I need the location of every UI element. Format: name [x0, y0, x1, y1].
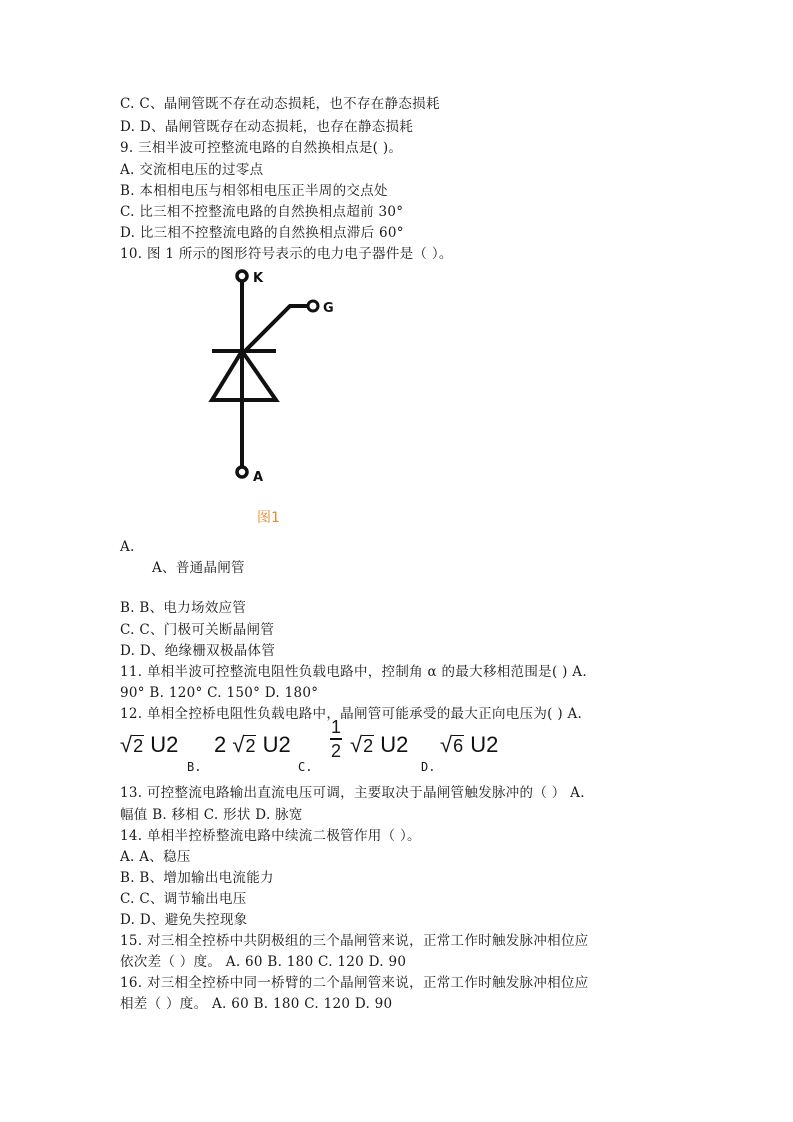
- q9-question: 9. 三相半波可控整流电路的自然换相点是( )。: [120, 140, 403, 156]
- q13-question: 13. 可控整流电路输出直流电压可调，主要取决于晶闸管触发脉冲的（ ） A.: [120, 785, 585, 801]
- gate-terminal: [308, 301, 318, 311]
- q12-option-b-formula: 2 √2 U2: [214, 732, 291, 757]
- terminal-k-label: K: [253, 271, 264, 286]
- q9-option-c: C. 比三相不控整流电路的自然换相点超前 30°: [120, 204, 404, 220]
- q12-option-c-formula: √2 U2: [350, 732, 409, 757]
- terminal-a-label: A: [253, 470, 264, 485]
- q10-question: 10. 图 1 所示的图形符号表示的电力电子器件是（ ）。: [120, 246, 453, 262]
- q10-option-a: A、普通晶闸管: [152, 560, 245, 576]
- q8-option-d: D. D、晶闸管既存在动态损耗，也存在静态损耗: [120, 119, 414, 135]
- gto-thyristor-symbol-figure: [200, 262, 360, 532]
- terminal-g-label: G: [323, 301, 334, 316]
- q14-option-b: B. B、增加输出电流能力: [120, 870, 274, 886]
- q10-option-c: C. C、门极可关断晶闸管: [120, 622, 275, 638]
- q12-option-a-formula: √2 U2: [120, 732, 179, 757]
- q12-option-a-unit: U2: [150, 732, 179, 757]
- q11-options: 90° B. 120° C. 150° D. 180°: [120, 685, 319, 701]
- q15-options: 依次差（ ）度。 A. 60 B. 180 C. 120 D. 90: [120, 954, 407, 970]
- q14-option-d: D. D、避免失控现象: [120, 912, 248, 928]
- q9-option-b: B. 本相相电压与相邻相电压正半周的交点处: [120, 183, 388, 199]
- q12-option-c-fraction: 1 2: [330, 717, 341, 761]
- q12-option-c-letter: C.: [298, 760, 313, 774]
- q11-question: 11. 单相半波可控整流电阻性负载电路中，控制角 α 的最大移相范围是( ) A.: [120, 664, 587, 680]
- q16-options: 相差（ ）度。 A. 60 B. 180 C. 120 D. 90: [120, 996, 393, 1012]
- gate-lead: [242, 306, 308, 354]
- q14-question: 14. 单相半控桥整流电路中续流二极管作用（ ）。: [120, 828, 421, 844]
- q12-option-d-letter: D.: [421, 760, 436, 774]
- q15-question: 15. 对三相全控桥中共阴极组的三个晶闸管来说，正常工作时触发脉冲相位应: [120, 933, 589, 949]
- anode-terminal: [237, 467, 247, 477]
- q9-option-a: A. 交流相电压的过零点: [120, 162, 264, 178]
- q10-option-a-label: A.: [120, 539, 135, 555]
- q12-option-b-letter: B.: [187, 760, 202, 774]
- q16-question: 16. 对三相全控桥中同一桥臂的二个晶闸管来说，正常工作时触发脉冲相位应: [120, 975, 589, 991]
- q12-question: 12. 单相全控桥电阻性负载电路中，晶闸管可能承受的最大正向电压为( ) A.: [120, 706, 583, 722]
- q14-option-c: C. C、调节输出电压: [120, 891, 247, 907]
- q10-option-d: D. D、绝缘栅双极晶体管: [120, 643, 276, 659]
- cathode-terminal: [237, 271, 247, 281]
- q10-option-b: B. B、电力场效应管: [120, 600, 247, 616]
- q13-options: 幅值 B. 移相 C. 形状 D. 脉宽: [120, 807, 303, 823]
- q9-option-d: D. 比三相不控整流电路的自然换相点滞后 60°: [120, 225, 404, 241]
- figure-caption: 图1: [257, 510, 280, 526]
- q14-option-a: A. A、稳压: [120, 849, 191, 865]
- q12-option-d-formula: √6 U2: [440, 732, 499, 757]
- q8-option-c: C. C、晶闸管既不存在动态损耗，也不存在静态损耗: [120, 96, 440, 112]
